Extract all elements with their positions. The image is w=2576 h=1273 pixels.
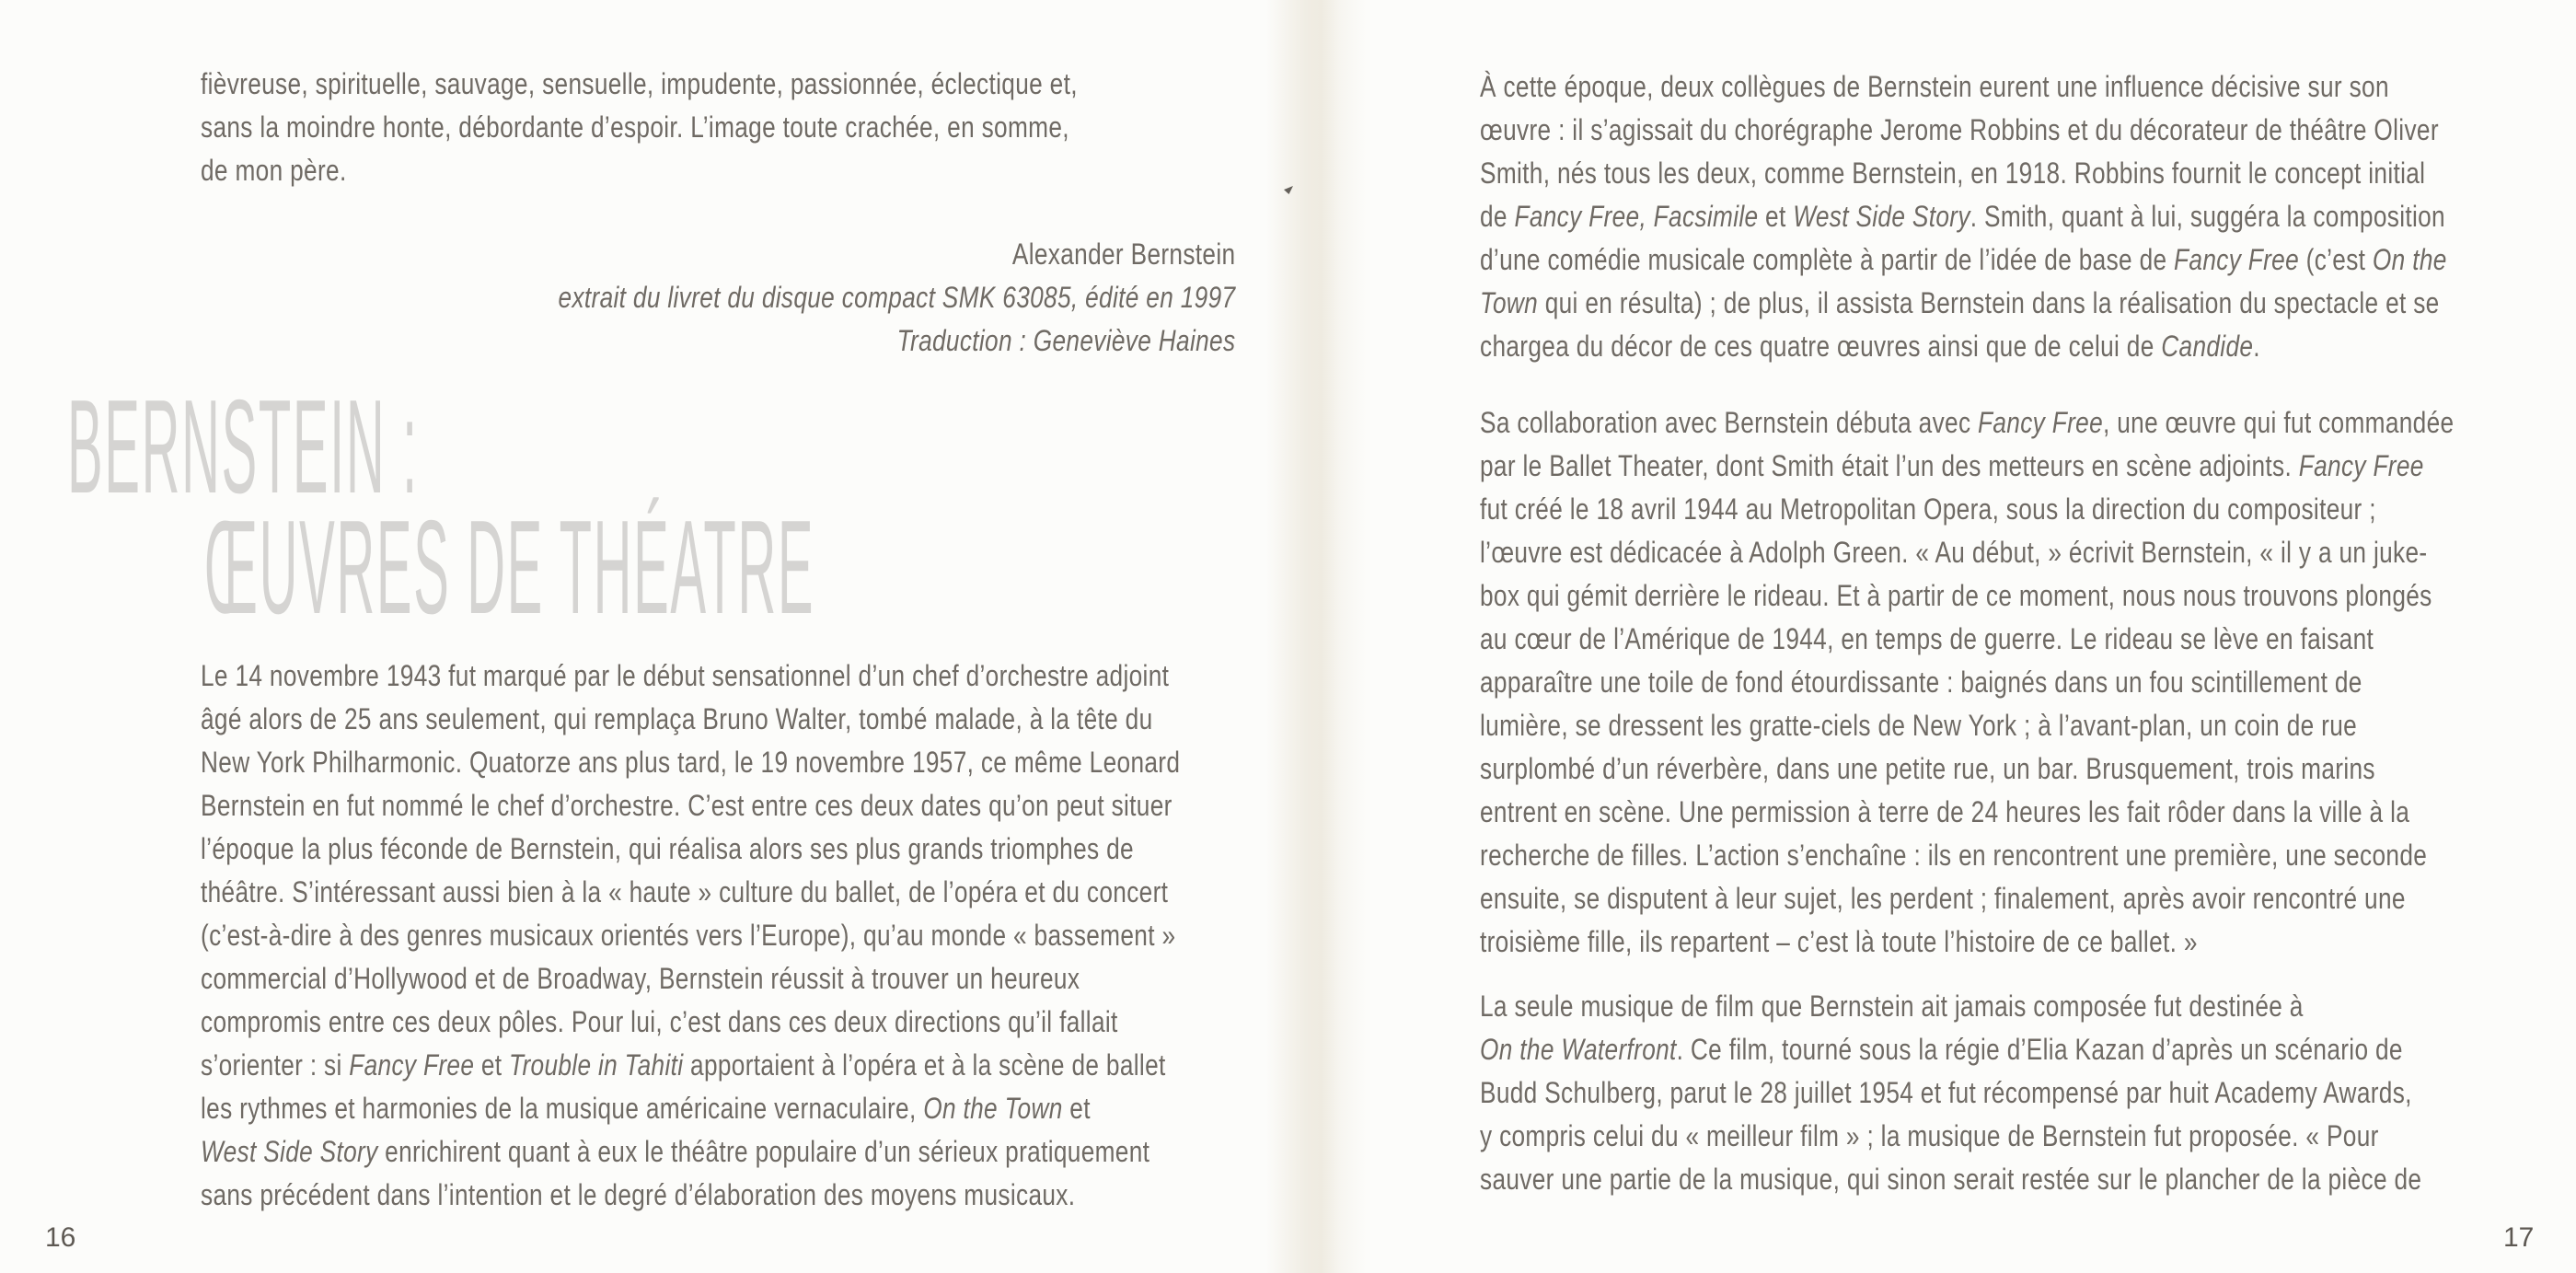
text-line: Traduction : Geneviève Haines [896,324,1235,357]
text-line: chargea du décor de ces quatre œuvres ainsi que de celui de Candide. [1480,330,2260,363]
text-line: y compris celui du « meilleur film » ; la musique de Bernstein fut proposée. « Pour [1480,1119,2379,1152]
text-line: (c’est-à-dire à des genres musicaux orientés vers l’Europe), qu’au monde « bassement » [201,919,1176,952]
text-line: sauver une partie de la musique, qui sinon serait restée sur le plancher de la pièce de [1480,1163,2422,1196]
chapter-heading-line-1: BERNSTEIN : [67,372,419,521]
page-right [1288,0,2576,1273]
text-line: Smith, nés tous les deux, comme Bernstein, en 1918. Robbins fournit le concept initial [1480,156,2426,190]
text-line: commercial d’Hollywood et de Broadway, Bernstein réussit à trouver un heureux [201,962,1080,995]
text-line: Le 14 novembre 1943 fut marqué par le début sensationnel d’un chef d’orchestre adjoint [201,659,1170,692]
attribution-block [558,233,1235,363]
chapter-heading-line-2: ŒUVRES DE THÉATRE [204,492,815,642]
text-line: On the Waterfront. Ce film, tourné sous la régie d’Elia Kazan d’après un scénario de [1480,1033,2403,1066]
right-paragraph-1 [1480,65,2447,368]
text-line: compromis entre ces deux pôles. Pour lui, c’est dans ces deux directions qu’il fallait [201,1005,1118,1038]
text-line: Sa collaboration avec Bernstein débuta avec Fancy Free, une œuvre qui fut commandée [1480,406,2455,439]
text-line: entrent en scène. Une permission à terre de 24 heures les fait rôder dans la ville à la [1480,795,2410,828]
text-line: À cette époque, deux collègues de Bernstein eurent une influence décisive sur son [1480,70,2389,103]
text-line: par le Ballet Theater, dont Smith était l’un des metteurs en scène adjoints. Fancy Free [1480,449,2424,482]
text-line: fut créé le 18 avril 1944 au Metropolitan Opera, sous la direction du compositeur ; [1480,492,2376,526]
text-line: troisième fille, ils repartent – c’est là toute l’histoire de ce ballet. » [1480,925,2198,958]
text-line: ensuite, se disputent à leur sujet, les perdent ; finalement, après avoir rencontré une [1480,882,2406,915]
quote-paragraph [201,63,1078,192]
page-number-right: 17 [2503,1222,2535,1253]
text-line: au cœur de l’Amérique de 1944, en temps de guerre. Le rideau se lève en faisant [1480,622,2374,655]
text-line: New York Philharmonic. Quatorze ans plus tard, le 19 novembre 1957, ce même Leonard [201,746,1181,779]
text-line: Town qui en résulta) ; de plus, il assista Bernstein dans la réalisation du spectacle et se [1480,286,2440,319]
text-line: d’une comédie musicale complète à partir de l’idée de base de Fancy Free (c’est On the [1480,243,2447,276]
right-paragraph-2 [1480,401,2454,964]
text-line: sans précédent dans l’intention et le degré d’élaboration des moyens musicaux. [201,1178,1076,1211]
text-line: La seule musique de film que Bernstein ait jamais composée fut destinée à [1480,989,2304,1023]
text-line: Alexander Bernstein [1011,237,1235,271]
text-line: West Side Story enrichirent quant à eux le théâtre populaire d’un sérieux pratiquement [201,1135,1150,1168]
text-line: œuvre : il s’agissait du chorégraphe Jerome Robbins et du décorateur de théâtre Oliver [1480,113,2439,146]
text-line: apparaître une toile de fond étourdissante : baignés dans un fou scintillement de [1480,665,2362,699]
page-number-left: 16 [45,1222,76,1253]
text-line: fièvreuse, spirituelle, sauvage, sensuelle, impudente, passionnée, éclectique et, [201,67,1078,100]
text-line: les rythmes et harmonies de la musique américaine vernaculaire, On the Town et [201,1092,1091,1125]
right-paragraph-3 [1480,985,2421,1201]
text-line: box qui gémit derrière le rideau. Et à partir de ce moment, nous nous trouvons plongés [1480,579,2432,612]
text-line: âgé alors de 25 ans seulement, qui remplaça Bruno Walter, tombé malade, à la tête du [201,702,1153,735]
text-line: l’œuvre est dédicacée à Adolph Green. « Au début, » écrivit Bernstein, « il y a un juke- [1480,536,2428,569]
body-paragraph [201,654,1180,1217]
text-line: s’orienter : si Fancy Free et Trouble in Tahiti apportaient à l’opéra et à la scène de ballet [201,1048,1166,1082]
text-line: théâtre. S’intéressant aussi bien à la « haute » culture du ballet, de l’opéra et du concert [201,875,1169,908]
text-line: l’époque la plus féconde de Bernstein, qui réalisa alors ses plus grands triomphes de [201,832,1134,865]
text-line: surplombé d’un réverbère, dans une petite rue, un bar. Brusquement, trois marins [1480,752,2375,785]
text-line: sans la moindre honte, débordante d’espoir. L’image toute crachée, en somme, [201,110,1069,144]
text-line: Bernstein en fut nommé le chef d’orchestre. C’est entre ces deux dates qu’on peut situer [201,789,1172,822]
text-line: recherche de filles. L’action s’enchaîne : ils en rencontrent une première, une seconde [1480,839,2428,872]
text-line: extrait du livret du disque compact SMK 63085, édité en 1997 [558,281,1235,314]
text-line: de mon père. [201,154,347,187]
text-line: lumière, se dressent les gratte-ciels de New York ; à l’avant-plan, un coin de rue [1480,709,2358,742]
text-line: Budd Schulberg, parut le 28 juillet 1954 et fut récompensé par huit Academy Awards, [1480,1076,2412,1109]
text-line: de Fancy Free, Facsimile et West Side Story. Smith, quant à lui, suggéra la composition [1480,200,2445,233]
